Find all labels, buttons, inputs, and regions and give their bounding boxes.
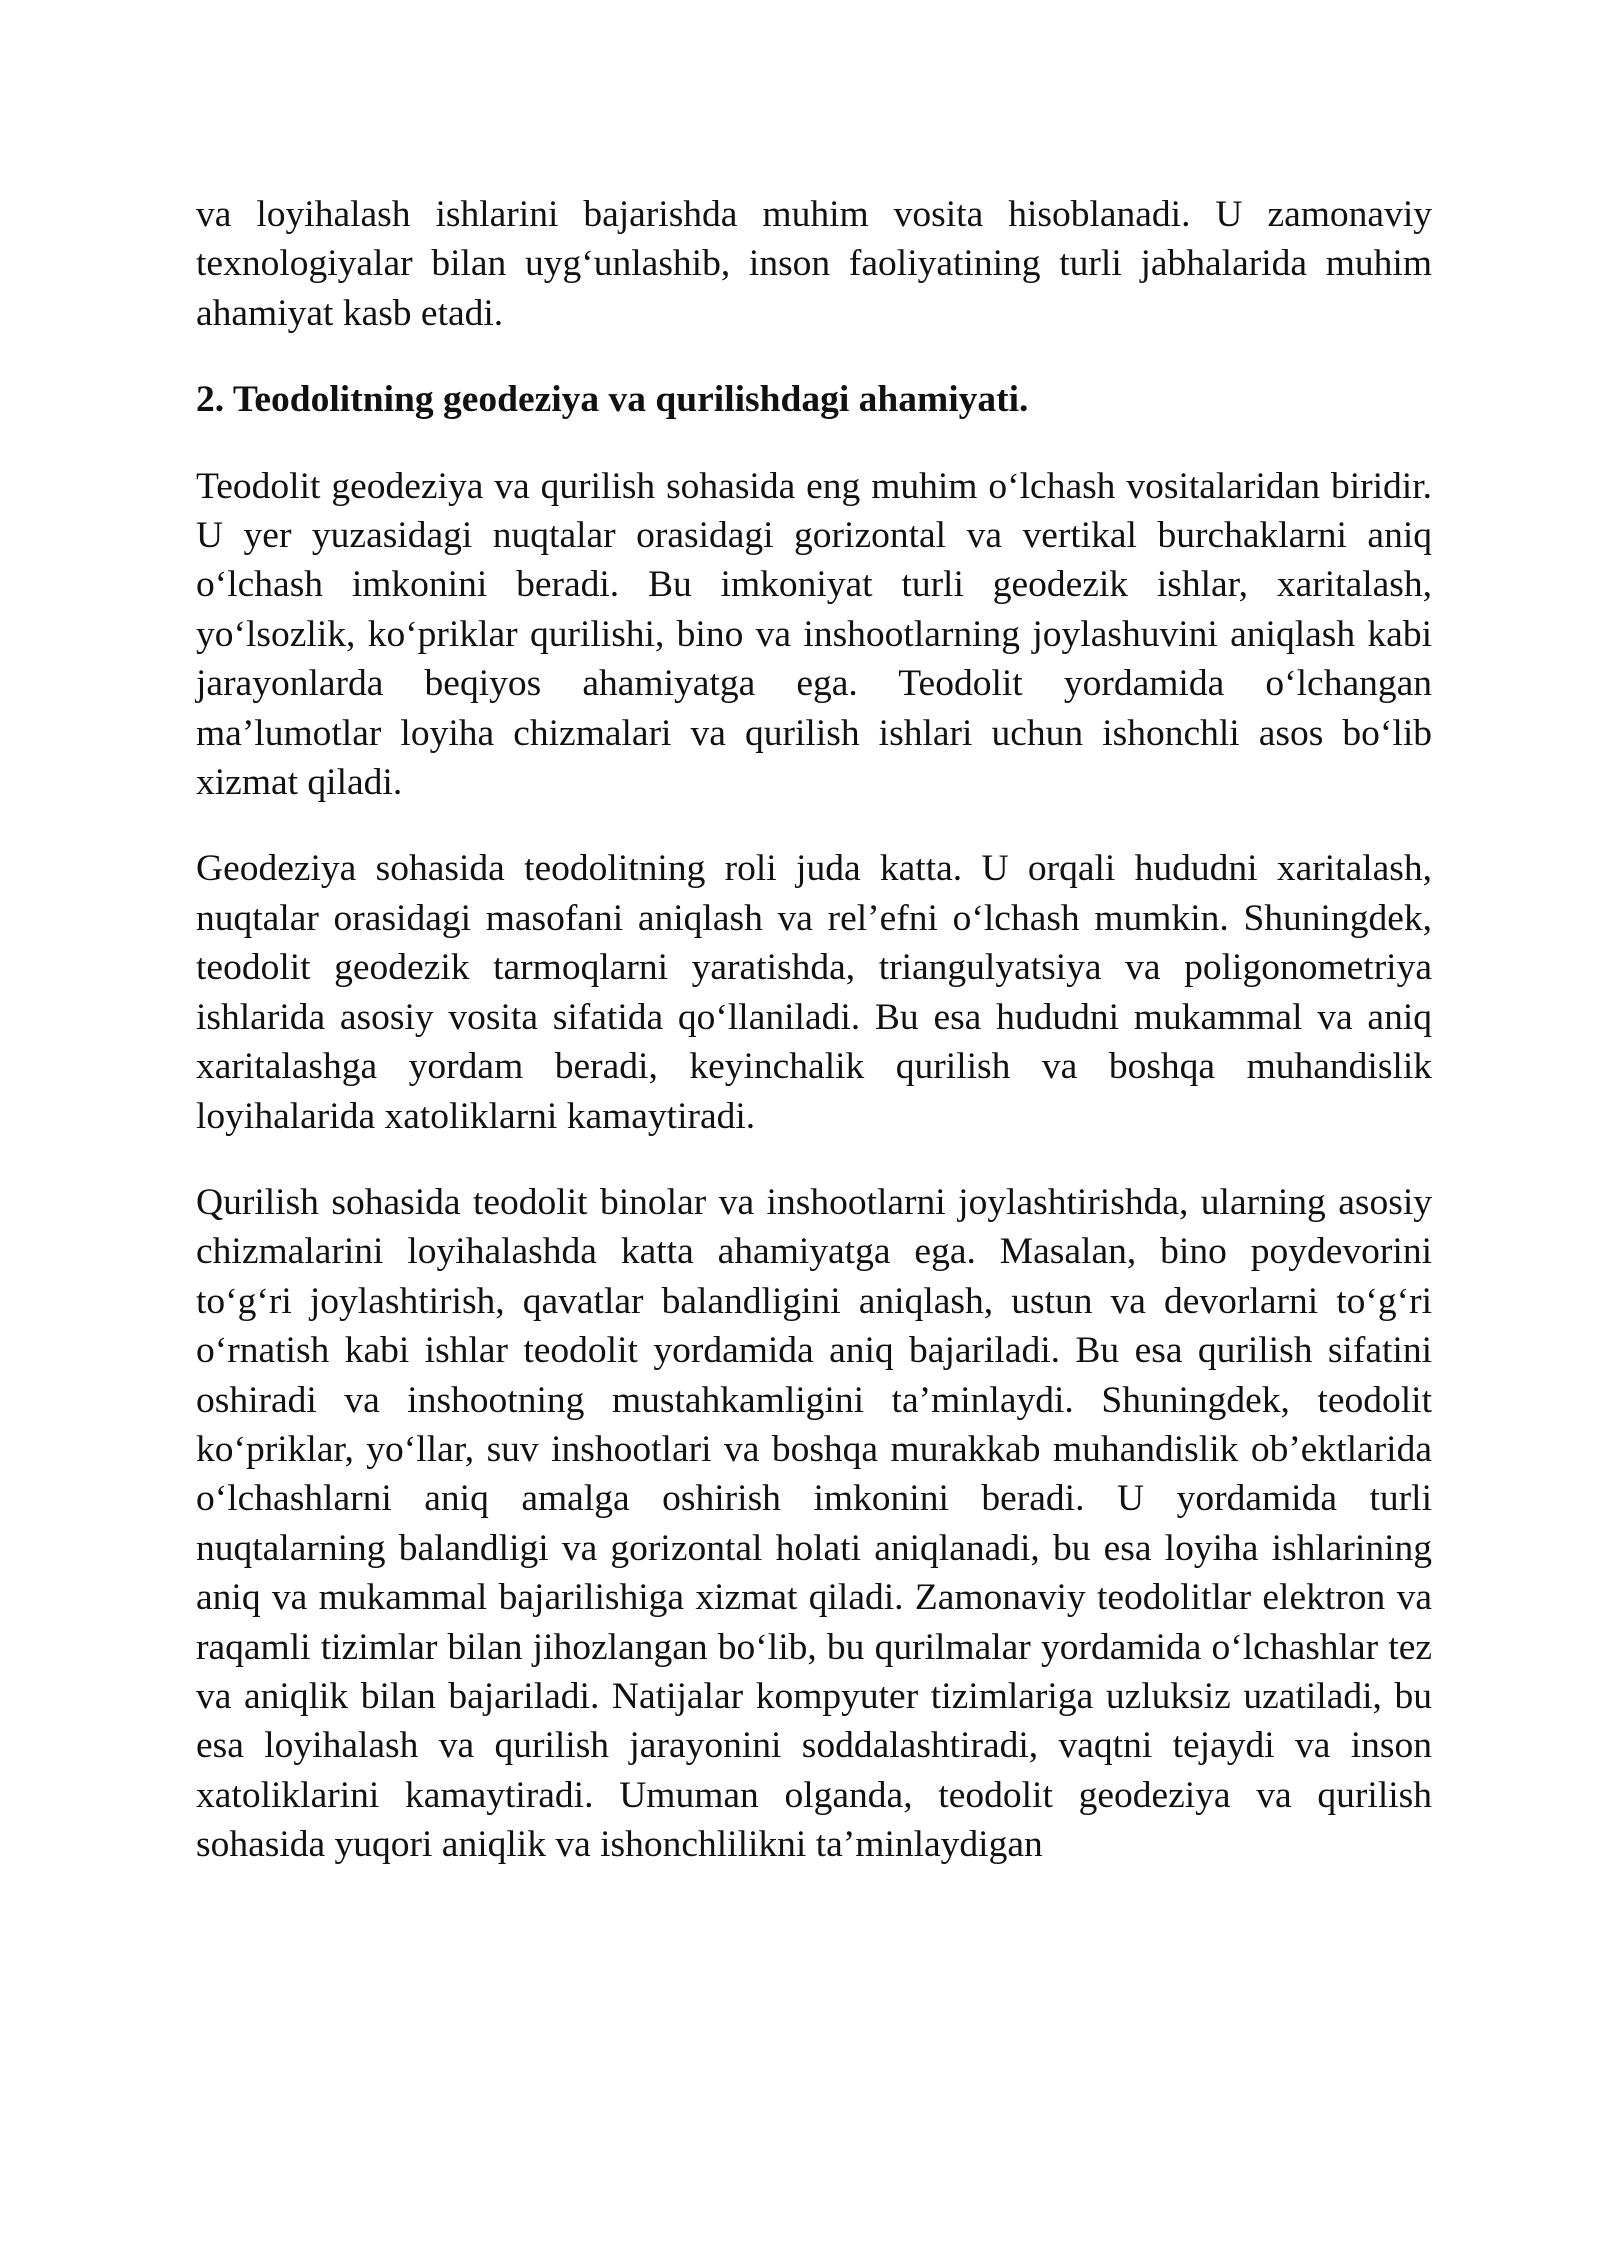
paragraph-3: Qurilish sohasida teodolit binolar va inshootlarni joylashtirishda, ularning asosiy chizmalarini loyihalashda katta ahamiyatga ega. Masalan, bino poydevorini to‘g‘ri joylashtirish, qavatlar balandligini aniqlash, ustun va devorlarni to‘g‘ri o‘rnatish kabi ishlar teodolit yordamida aniq bajariladi. Bu esa qurilish sifatini oshiradi va inshootning mustahkamligini ta’minlaydi. Shuningdek, teodolit ko‘priklar, yo‘llar, suv inshootlari va boshqa murakkab muhandislik ob’ektlarida o‘lchashlarni aniq amalga oshirish imkonini beradi. U yordamida turli nuqtalarning balandligi va gorizontal holati aniqlanadi, bu esa loyiha ishlarining aniq va mukammal bajarilishiga xizmat qiladi. Zamonaviy teodolitlar elektron va raqamli tizimlar bilan jihozlangan bo‘lib, bu qurilmalar yordamida o‘lchashlar tez va aniqlik bilan bajariladi. Natijalar kompyuter tizimlariga uzluksiz uzatiladi, bu esa loyihalash va qurilish jarayonini soddalashtiradi, vaqtni tejaydi va inson xatoliklarini kamaytiradi. Umuman olganda, teodolit geodeziya va qurilish sohasida yuqori aniqlik va ishonchlilikni ta’minlaydigan	[196, 1181, 1432, 1866]
intro-paragraph: va loyihalash ishlarini bajarishda muhim vosita hisoblanadi. U zamonaviy texnologiyalar bilan uyg‘unlashib, inson faoliyatining turli jabhalarida muhim ahamiyat kasb etadi.	[196, 194, 1432, 334]
paragraph-2: Geodeziya sohasida teodolitning roli juda katta. U orqali hududni xaritalash, nuqtalar orasidagi masofani aniqlash va rel’efni o‘lchash mumkin. Shuningdek, teodolit geodezik tarmoqlarni yaratishda, triangulyatsiya va poligonometriya ishlarida asosiy vosita sifatida qo‘llaniladi. Bu esa hududni mukammal va aniq xaritalashga yordam beradi, keyinchalik qurilish va boshqa muhandislik loyihalarida xatoliklarni kamaytiradi.	[196, 848, 1432, 1137]
section-heading: 2. Teodolitning geodeziya va qurilishdagi ahamiyati.	[196, 379, 1029, 421]
paragraph-1: Teodolit geodeziya va qurilish sohasida eng muhim o‘lchash vositalaridan biridir. U yer yuzasidagi nuqtalar orasidagi gorizontal va vertikal burchaklarni aniq o‘lchash imkonini beradi. Bu imkoniyat turli geodezik ishlar, xaritalash, yo‘lsozlik, ko‘priklar qurilishi, bino va inshootlarning joylashuvini aniqlash kabi jarayonlarda beqiyos ahamiyatga ega. Teodolit yordamida o‘lchangan ma’lumotlar loyiha chizmalari va qurilish ishlari uchun ishonchli asos bo‘lib xizmat qiladi.	[196, 465, 1432, 804]
document-page	[196, 190, 1432, 1907]
